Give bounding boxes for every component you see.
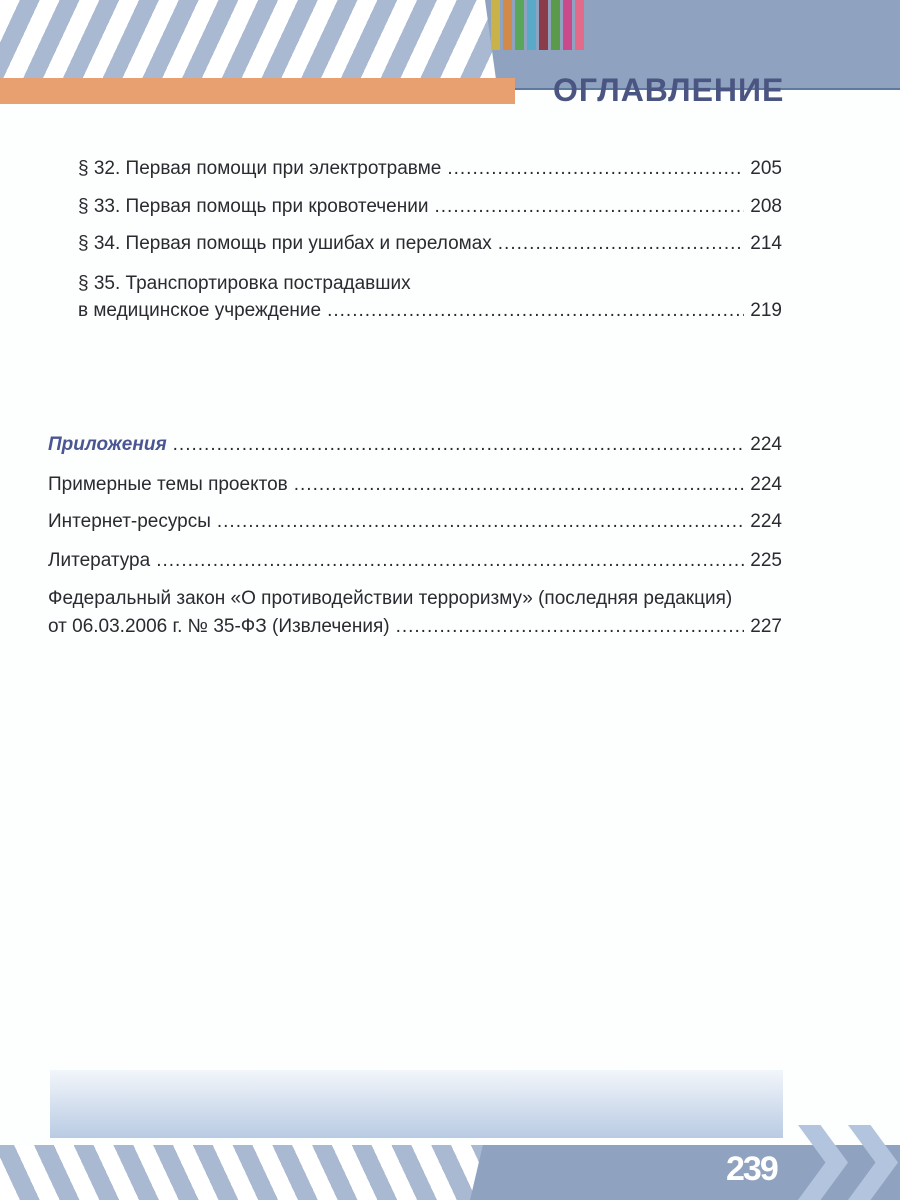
appendix-item[interactable]: Интернет-ресурсы ..... 224 bbox=[48, 511, 782, 533]
color-bar bbox=[539, 0, 548, 50]
leader-dots bbox=[173, 434, 745, 456]
appendix-item[interactable]: Литература ..... 225 bbox=[48, 550, 782, 572]
toc-entry-line1[interactable]: § 35. Транспортировка пострадавших bbox=[78, 273, 411, 294]
leader-dots bbox=[327, 300, 744, 322]
color-bar bbox=[563, 0, 572, 50]
color-bar bbox=[551, 0, 560, 50]
leader-dots bbox=[217, 511, 744, 533]
page-ref: 219 bbox=[750, 300, 782, 321]
leader-dots bbox=[156, 550, 744, 572]
page-ref: 224 bbox=[750, 474, 782, 495]
appendix-item[interactable]: Примерные темы проектов ..... 224 bbox=[48, 474, 782, 496]
page-ref: 208 bbox=[750, 196, 782, 217]
appendix-item[interactable]: от 06.03.2006 г. № 35-ФЗ (Извлечения) ..... 227 bbox=[48, 616, 782, 638]
color-bar bbox=[527, 0, 536, 50]
color-bar bbox=[503, 0, 512, 50]
appendix-heading[interactable]: Приложения ..... 224 bbox=[48, 434, 782, 456]
decor-stripes-bottom bbox=[0, 1145, 500, 1200]
toc-entry[interactable]: в медицинское учреждение ..... 219 bbox=[78, 300, 782, 322]
page-ref: 224 bbox=[750, 511, 782, 532]
page-ref: 224 bbox=[750, 434, 782, 455]
leader-dots bbox=[498, 233, 745, 255]
page-number: 239 bbox=[726, 1150, 777, 1188]
page-ref: 227 bbox=[750, 616, 782, 637]
page-ref: 225 bbox=[750, 550, 782, 571]
footer-gradient-box bbox=[50, 1070, 783, 1138]
page-title: ОГЛАВЛЕНИЕ bbox=[553, 72, 785, 108]
color-bar bbox=[515, 0, 524, 50]
page-ref: 205 bbox=[750, 158, 782, 179]
toc-entry[interactable]: § 32. Первая помощи при электротравме ..... 205 bbox=[78, 158, 782, 180]
leader-dots bbox=[294, 474, 745, 496]
leader-dots bbox=[396, 616, 745, 638]
toc-entry[interactable]: § 34. Первая помощь при ушибах и переломах ..... 214 bbox=[78, 233, 782, 255]
toc-entry[interactable]: § 33. Первая помощь при кровотечении ..... 208 bbox=[78, 196, 782, 218]
leader-dots bbox=[447, 158, 744, 180]
page-ref: 214 bbox=[750, 233, 782, 254]
appendix-item-line1[interactable]: Федеральный закон «О противодействии терроризму» (последняя редакция) bbox=[48, 588, 733, 609]
color-bar bbox=[491, 0, 500, 50]
leader-dots bbox=[434, 196, 744, 218]
orange-bar bbox=[0, 78, 515, 104]
decor-stripes-top bbox=[0, 0, 500, 88]
color-bar bbox=[575, 0, 584, 50]
